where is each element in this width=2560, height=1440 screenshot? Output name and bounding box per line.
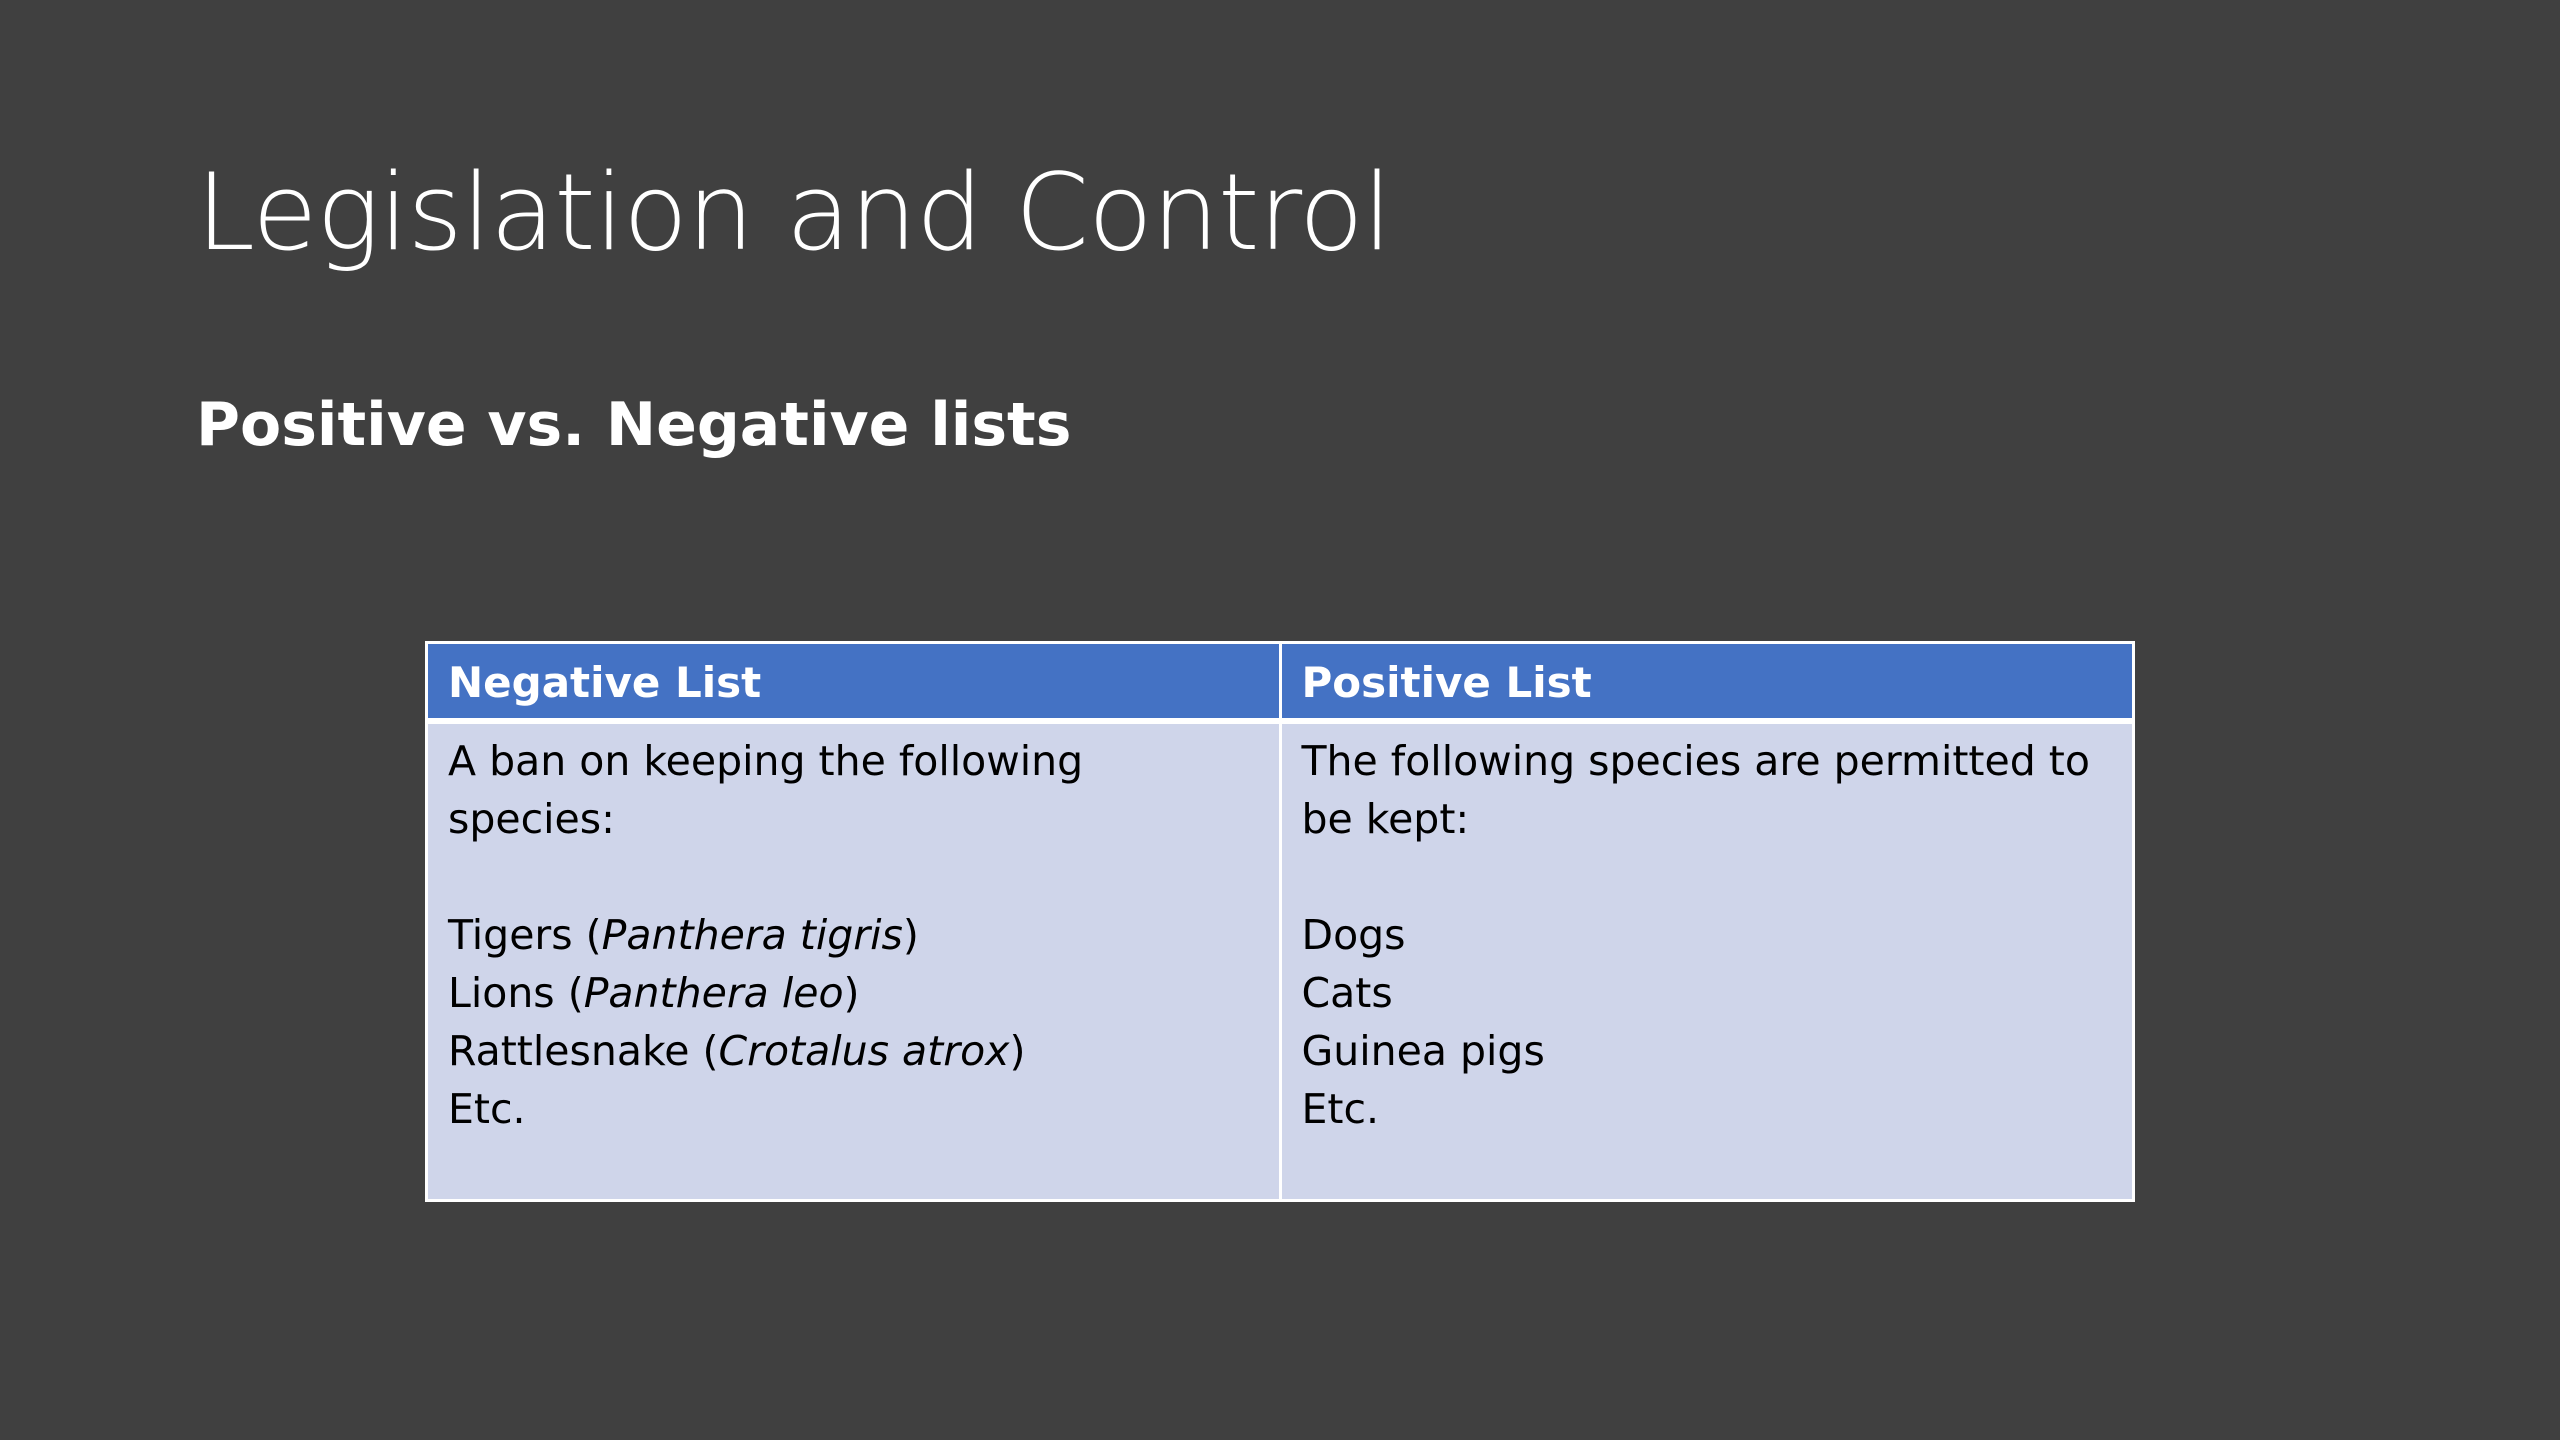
scientific-name: Panthera tigris	[601, 911, 903, 959]
positive-etc: Etc.	[1301, 1085, 1380, 1133]
spacer	[1302, 848, 2115, 906]
positive-list-cell	[1280, 721, 2134, 1201]
scientific-name: Crotalus atrox	[718, 1027, 1010, 1075]
positive-intro: The following species are permitted to be kept:	[1301, 737, 2103, 843]
spacer	[448, 848, 1261, 906]
negative-etc: Etc.	[448, 1085, 526, 1133]
negative-list-cell	[427, 721, 1281, 1201]
common-name: Lions (	[448, 969, 584, 1017]
slide-subtitle: Positive vs. Negative lists	[196, 390, 1072, 460]
header-negative-list: Negative List	[427, 643, 1281, 722]
list-item: Guinea pigs	[1301, 1027, 1545, 1075]
paren-close: )	[843, 969, 860, 1017]
paren-close: )	[902, 911, 919, 959]
table-header-row	[427, 643, 2134, 722]
list-item	[448, 1022, 1261, 1080]
comparison-table	[425, 641, 2135, 1202]
list-item	[448, 906, 1261, 964]
negative-intro: A ban on keeping the following species:	[448, 737, 1097, 843]
list-item: Dogs	[1301, 911, 1406, 959]
header-positive-list: Positive List	[1280, 643, 2134, 722]
scientific-name: Panthera leo	[583, 969, 844, 1017]
slide-title: Legislation and Control	[196, 151, 1392, 274]
list-item: Cats	[1301, 969, 1393, 1017]
table-body-row	[427, 721, 2134, 1201]
common-name: Tigers (	[448, 911, 602, 959]
paren-close: )	[1009, 1027, 1026, 1075]
common-name: Rattlesnake (	[448, 1027, 719, 1075]
list-item	[448, 964, 1261, 1022]
